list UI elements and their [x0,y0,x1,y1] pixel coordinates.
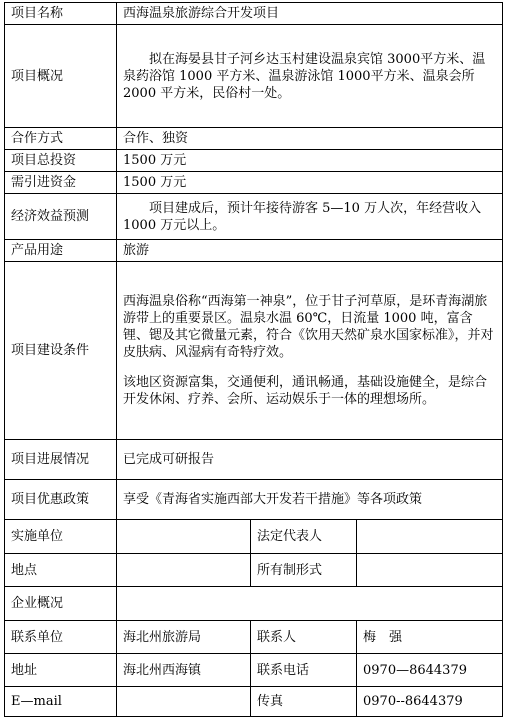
project-name-label: 项目名称 [5,3,117,25]
legal-rep-value [357,520,503,554]
row-email [5,687,503,717]
row-usage [5,240,503,262]
required-investment-value: 1500 万元 [117,172,503,194]
implementing-unit-label: 实施单位 [5,520,117,554]
row-conditions [5,262,503,440]
conditions-paragraph-2: 该地区资源富集，交通便利，通讯畅通，基础设施健全，是综合开发休闲、疗养、会所、运动娱乐于一体的理想场所。 [123,375,488,407]
row-overview [5,25,503,128]
progress-value: 已完成可研报告 [117,440,503,480]
row-contact-unit [5,621,503,654]
cooperation-value: 合作、独资 [117,128,503,150]
row-implementing-unit [5,520,503,554]
location-value [117,554,251,587]
conditions-paragraph-1: 西海温泉俗称“西海第一神泉”，位于甘子河草原，是环青海湖旅游带上的重要景区。温泉水温 60℃，日流量 1000 吨，富含锂、锶及其它微量元素，符合《饮用天然矿泉水国家标准》，并对皮肤病、风湿病有奇特疗效。 [123,294,494,360]
total-investment-label: 项目总投资 [5,150,117,172]
contact-unit-label: 联系单位 [5,621,117,654]
address-label: 地址 [5,654,117,687]
row-total-investment [5,150,503,172]
progress-label: 项目进展情况 [5,440,117,480]
location-label: 地点 [5,554,117,587]
project-info-table [4,2,503,717]
overview-value: 拟在海晏县甘子河乡达玉村建设温泉宾馆 3000平方米、温泉药浴馆 1000 平方米、温泉游泳馆 1000平方米、温泉会所 2000 平方米，民俗村一处。 [117,25,503,128]
benefit-value: 项目建成后，预计年接待游客 5—10 万人次，年经营收入 1000 万元以上。 [117,194,503,240]
fax-value: 0970--8644379 [357,687,503,717]
address-value: 海北州西海镇 [117,654,251,687]
required-investment-label: 需引进资金 [5,172,117,194]
profile-label: 企业概况 [5,587,117,621]
conditions-label: 项目建设条件 [5,262,117,440]
row-address [5,654,503,687]
contact-unit-value: 海北州旅游局 [117,621,251,654]
fax-label: 传真 [251,687,357,717]
ownership-value [357,554,503,587]
legal-rep-label: 法定代表人 [251,520,357,554]
total-investment-value: 1500 万元 [117,150,503,172]
phone-label: 联系电话 [251,654,357,687]
row-required-investment [5,172,503,194]
row-policy [5,480,503,520]
usage-value: 旅游 [117,240,503,262]
row-profile [5,587,503,621]
phone-value: 0970—8644379 [357,654,503,687]
email-label: E—mail [5,687,117,717]
policy-value: 享受《青海省实施西部大开发若干措施》等各项政策 [117,480,503,520]
implementing-unit-value [117,520,251,554]
contact-person-label: 联系人 [251,621,357,654]
contact-person-value: 梅 强 [357,621,503,654]
benefit-label: 经济效益预测 [5,194,117,240]
row-benefit [5,194,503,240]
profile-value [117,587,503,621]
usage-label: 产品用途 [5,240,117,262]
row-cooperation [5,128,503,150]
conditions-value [117,262,503,440]
ownership-label: 所有制形式 [251,554,357,587]
project-name-value: 西海温泉旅游综合开发项目 [117,3,503,25]
row-location [5,554,503,587]
email-value [117,687,251,717]
row-progress [5,440,503,480]
cooperation-label: 合作方式 [5,128,117,150]
policy-label: 项目优惠政策 [5,480,117,520]
row-project-name [5,3,503,25]
overview-label: 项目概况 [5,25,117,128]
